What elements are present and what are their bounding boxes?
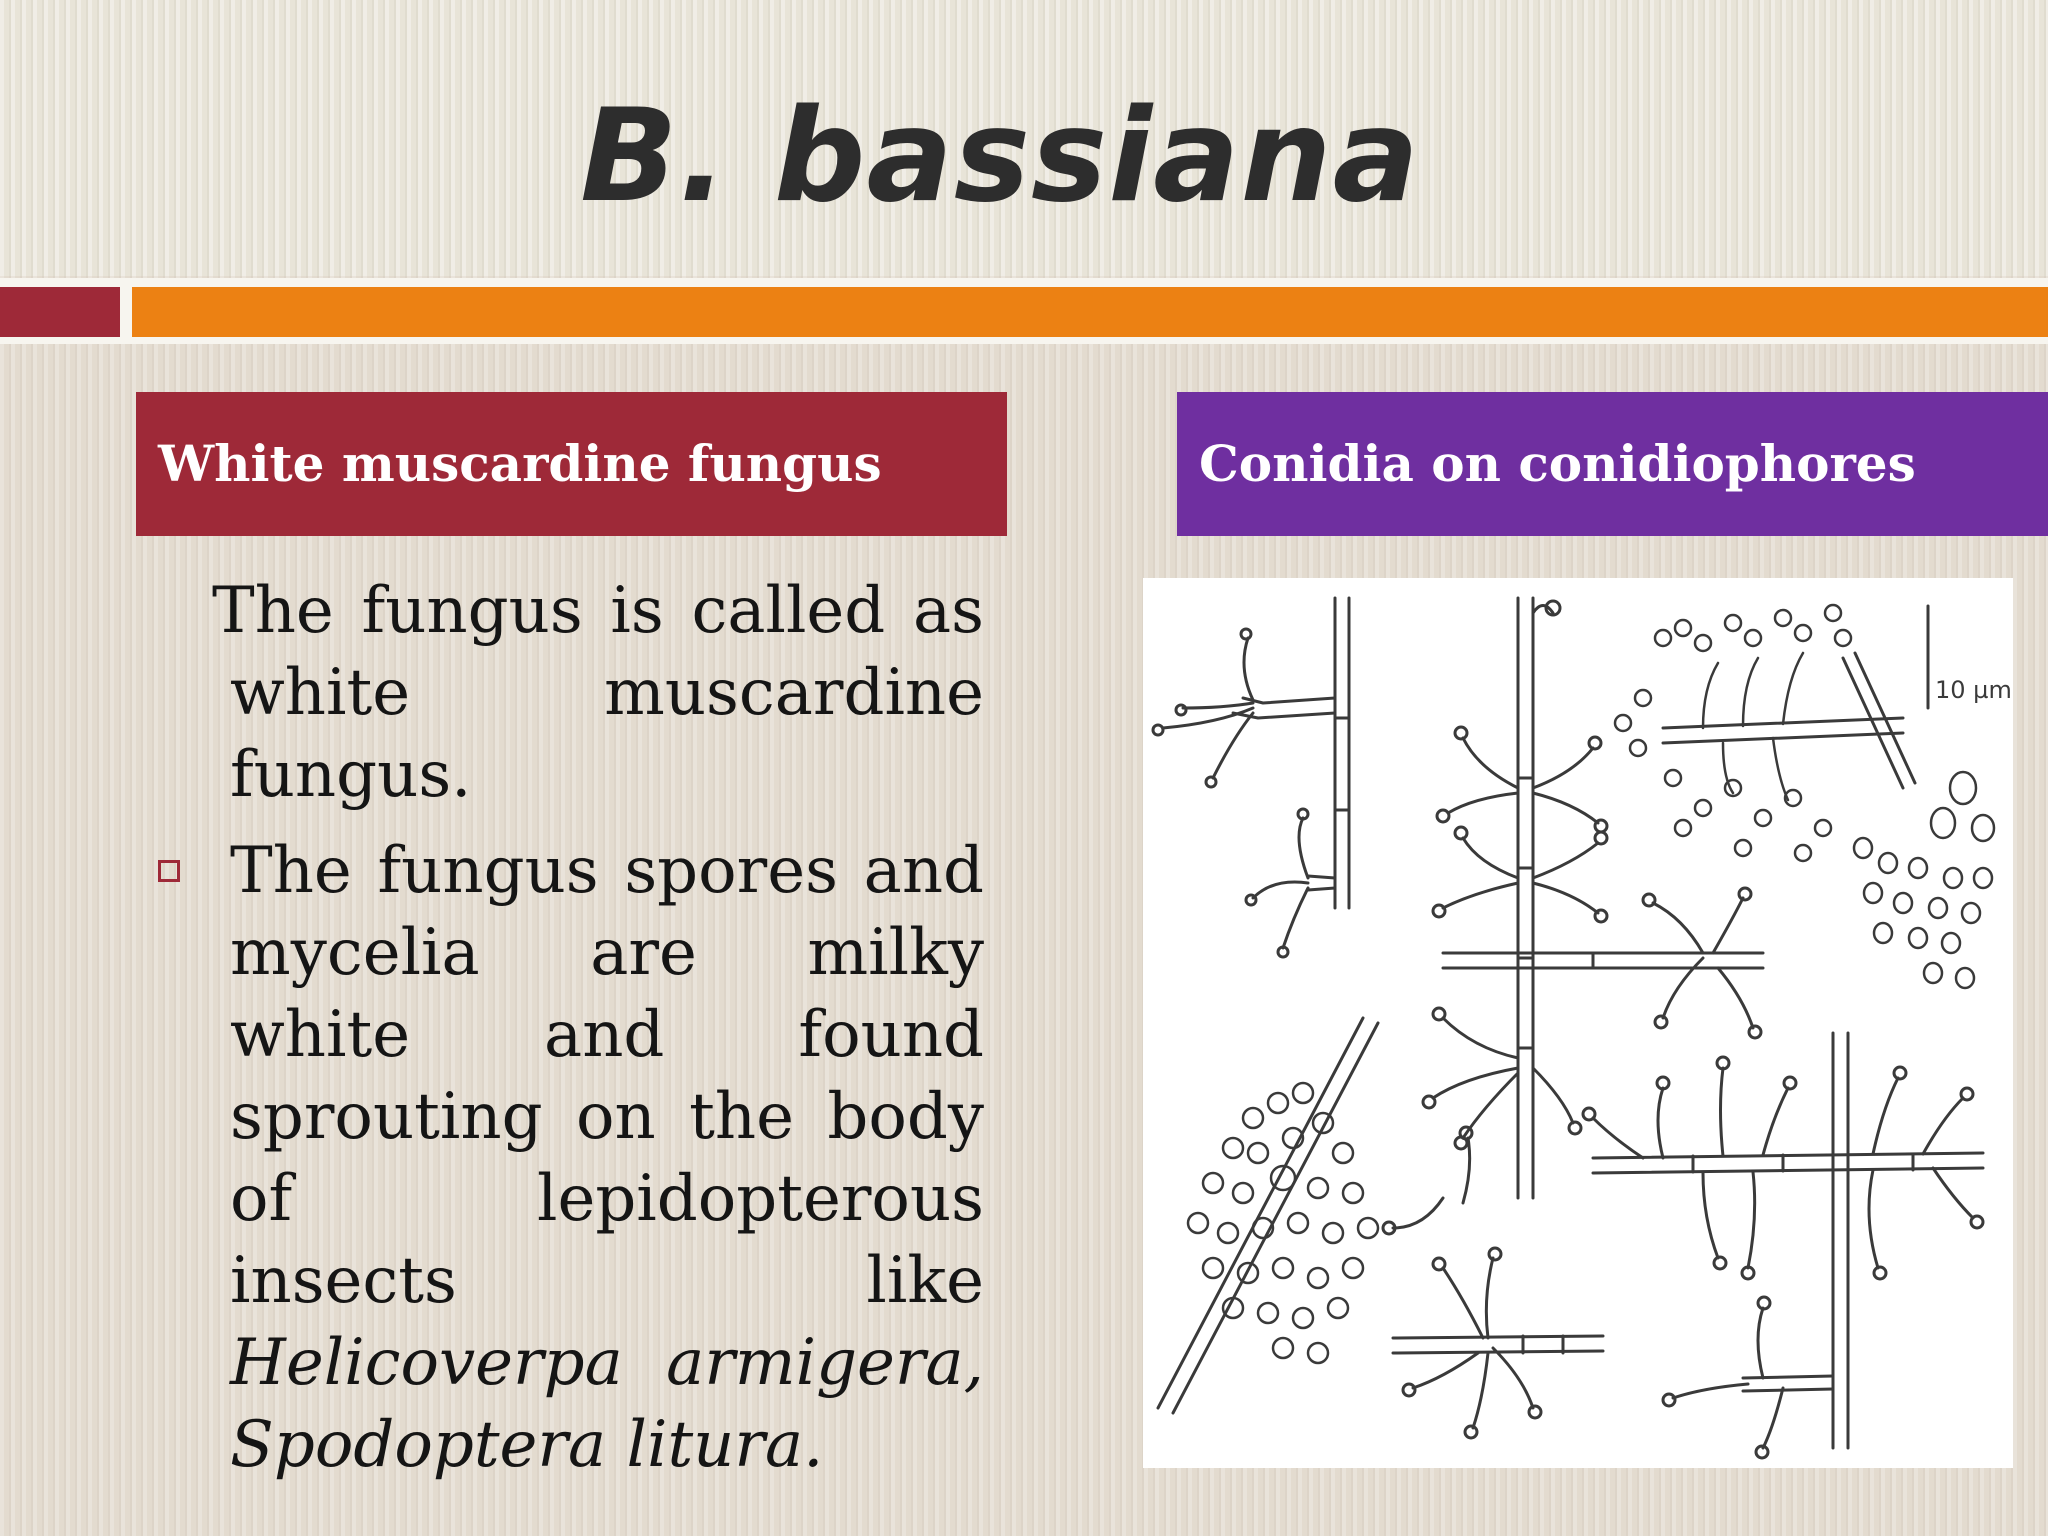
slide-title: B. bassiana — [580, 82, 1420, 231]
species-helicoverpa: Helicoverpa armigera — [230, 1326, 964, 1400]
divider-red-segment — [0, 287, 120, 337]
right-column-heading: Conidia on conidiophores — [1177, 392, 2048, 536]
conidiophore-illustration — [1143, 578, 2013, 1468]
scale-bar-label: 10 µm — [1935, 676, 2012, 704]
bullet-end-period: . — [803, 1408, 824, 1482]
species-separator: , — [963, 1326, 984, 1400]
species-spodoptera: Spodoptera litura — [230, 1408, 804, 1482]
square-bullet-icon — [158, 860, 180, 882]
divider-orange-segment — [132, 287, 2048, 337]
conidiophore-drawing — [1143, 578, 2013, 1468]
bullet-item — [152, 830, 984, 1486]
bullet-text: The fungus spores and mycelia are milky white and found sprouting on the body of lepidopterous insects like — [230, 834, 984, 1318]
paragraph-intro: The fungus is called as white muscardine fungus. — [212, 574, 984, 812]
left-column-body — [152, 570, 984, 1486]
left-column-heading: White muscardine fungus — [136, 392, 1007, 536]
